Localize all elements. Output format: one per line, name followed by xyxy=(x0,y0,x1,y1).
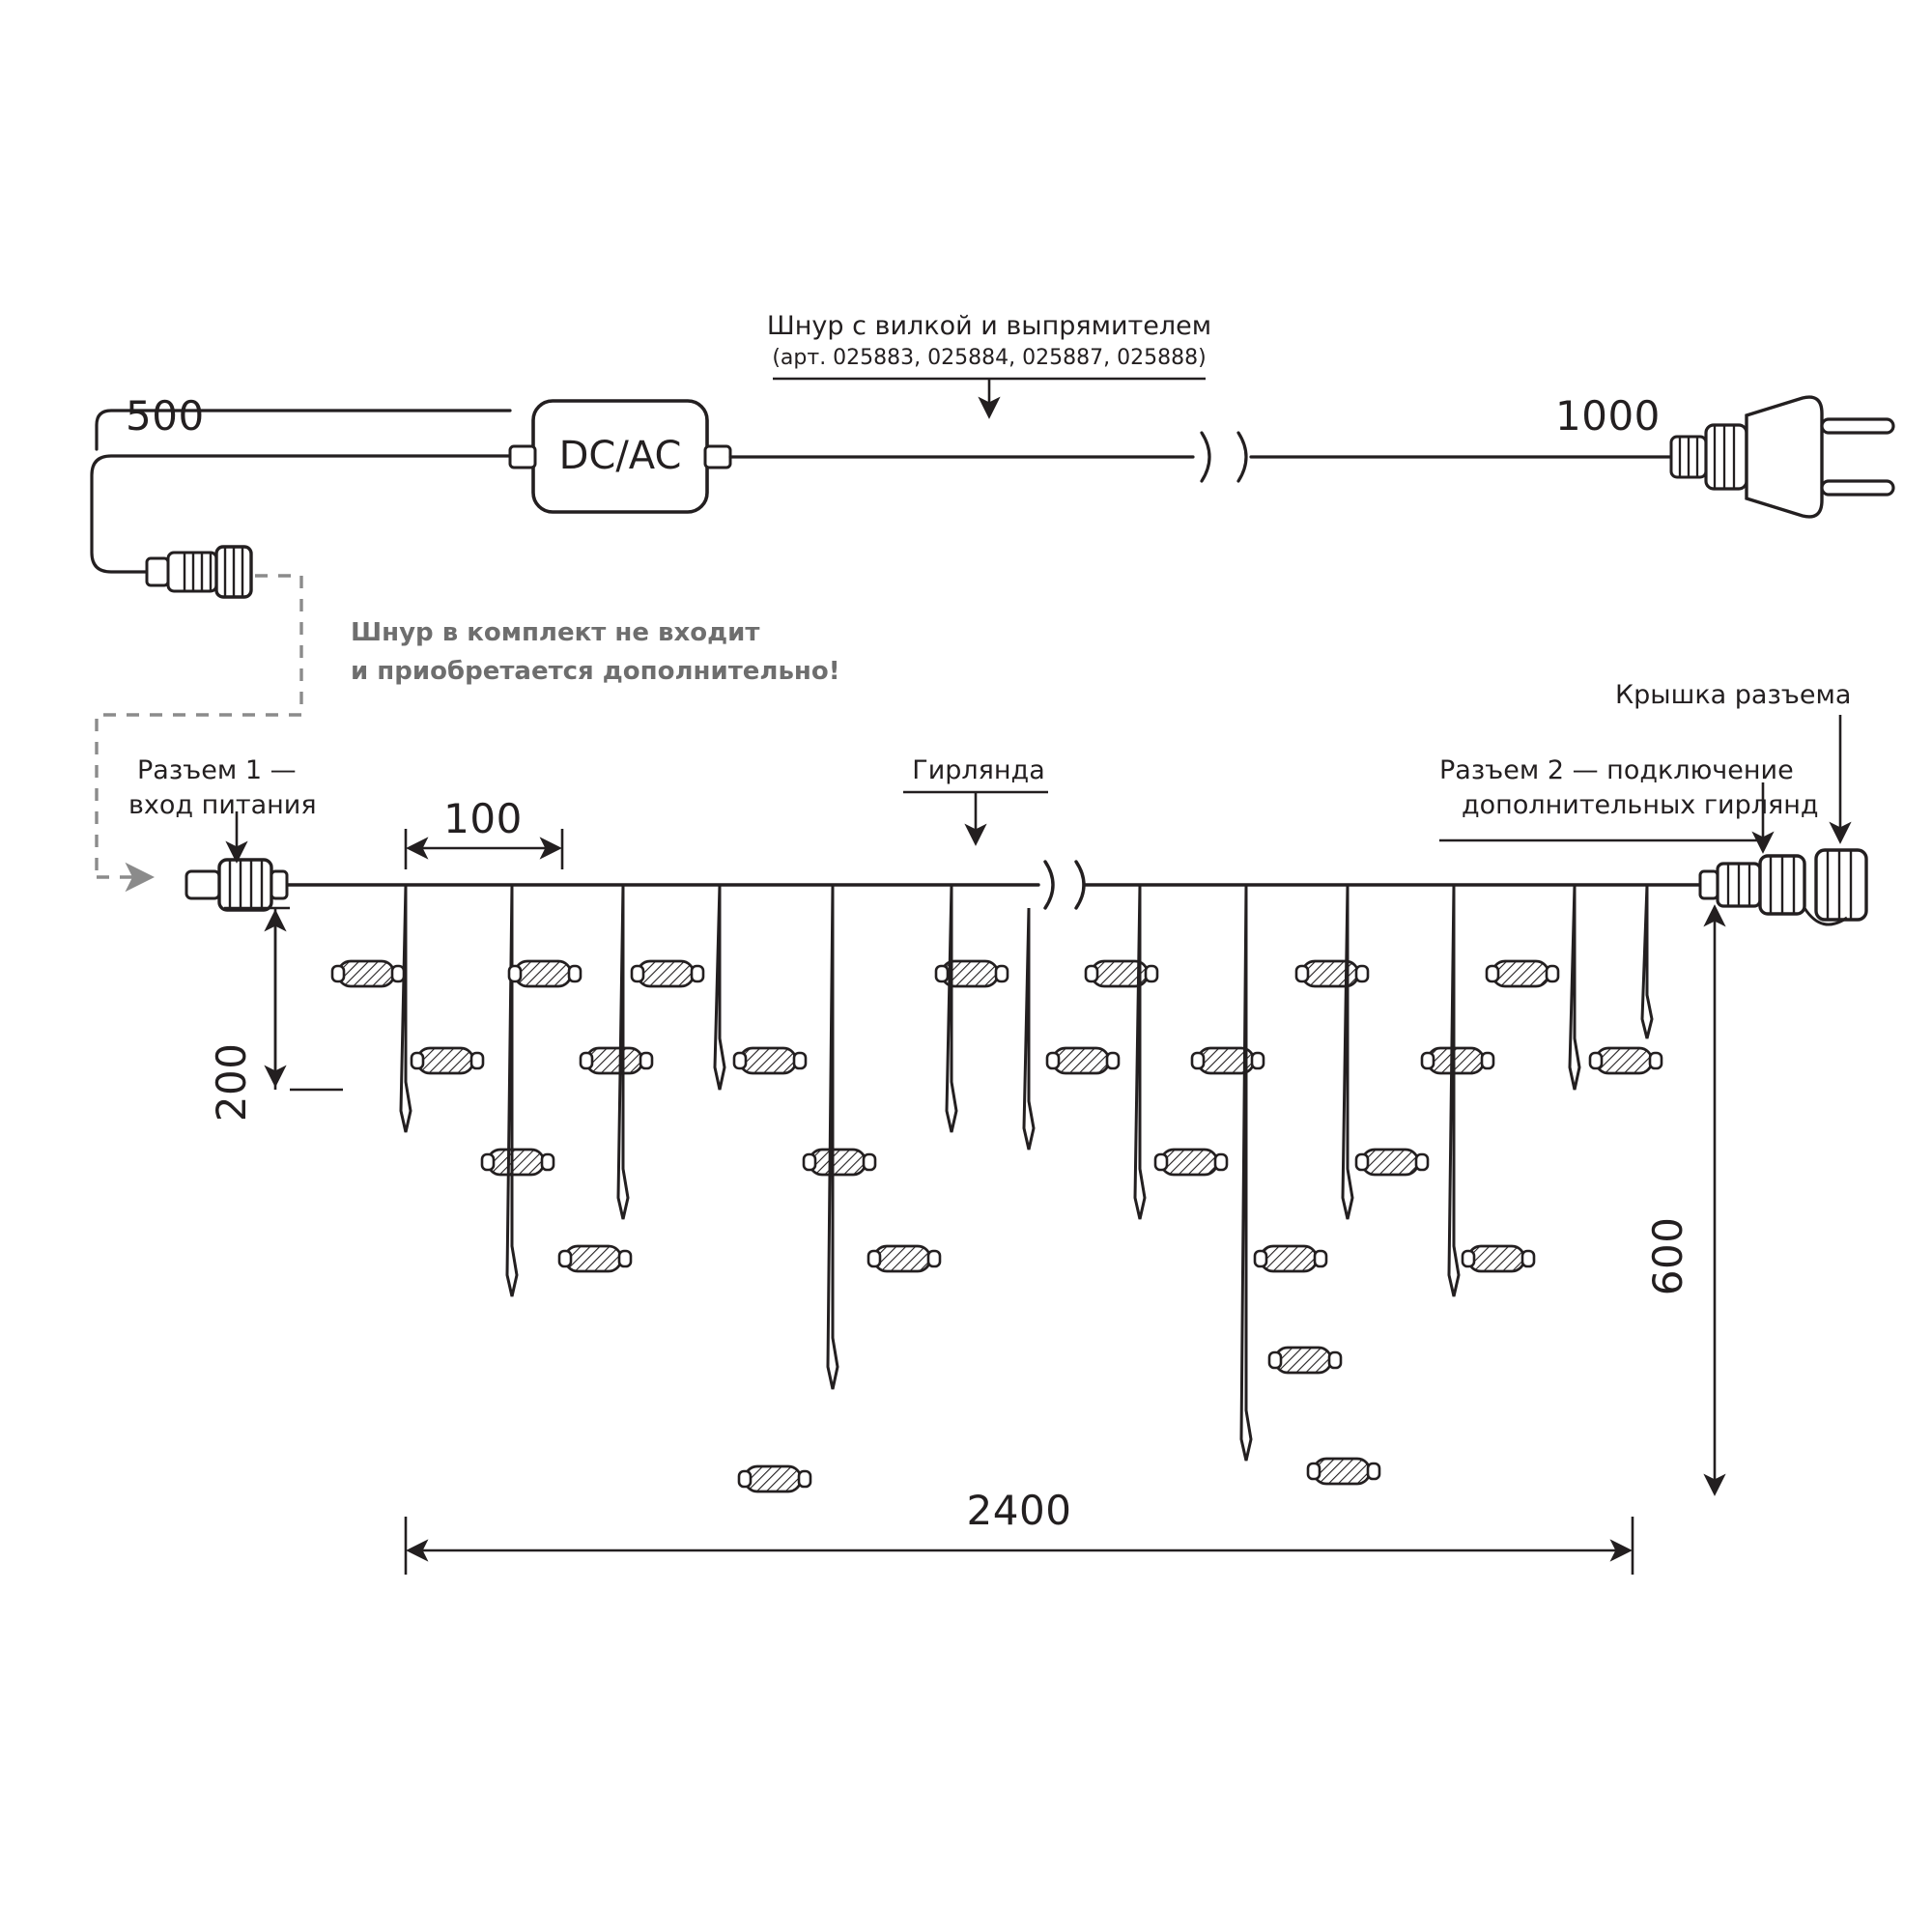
led-capsule xyxy=(936,961,1008,986)
led-capsule xyxy=(1192,1048,1264,1073)
led-capsule xyxy=(1255,1246,1326,1271)
led-capsule xyxy=(1590,1048,1662,1073)
strand xyxy=(1422,885,1534,1296)
break-mark-2 xyxy=(1238,433,1246,481)
led-capsule xyxy=(1356,1150,1428,1175)
connector-1-label-line1: Разъем 1 — xyxy=(137,755,297,785)
connector-2-label-line1: Разъем 2 — подключение xyxy=(1439,755,1794,785)
cap-label: Крышка разъема xyxy=(1615,680,1852,710)
connector-small-male xyxy=(147,547,251,597)
led-capsule xyxy=(632,961,703,986)
led-capsule xyxy=(1296,961,1368,986)
dim-100: 100 xyxy=(443,795,523,842)
connector-2-extension xyxy=(1700,856,1804,914)
strand xyxy=(1024,908,1119,1150)
connector-2-label-line2: дополнительных гирлянд xyxy=(1462,790,1819,820)
led-capsule xyxy=(739,1466,810,1492)
dcac-label: DC/AC xyxy=(558,434,682,478)
cord-caption-articles: (арт. 025883, 025884, 025887, 025888) xyxy=(772,346,1207,370)
strand xyxy=(412,885,631,1296)
icicle-strands xyxy=(332,885,1662,1492)
strand xyxy=(332,885,411,1132)
connector-1-label-line2: вход питания xyxy=(128,790,317,820)
dim-600: 600 xyxy=(1643,1216,1691,1296)
connector-cap xyxy=(1804,850,1866,924)
led-capsule xyxy=(804,1150,875,1175)
mains-plug xyxy=(1671,397,1893,517)
led-capsule xyxy=(482,1150,554,1175)
cord-caption-title: Шнур с вилкой и выпрямителем xyxy=(766,311,1212,341)
led-capsule xyxy=(1047,1048,1119,1073)
led-capsule xyxy=(559,1246,631,1271)
garland-label: Гирлянда xyxy=(912,755,1045,785)
strand xyxy=(936,885,1008,1132)
dim-2400: 2400 xyxy=(966,1487,1072,1534)
dim-200: 200 xyxy=(207,1042,255,1122)
led-capsule xyxy=(1155,1150,1227,1175)
strand xyxy=(1296,885,1428,1219)
not-included-line1: Шнур в комплект не входит xyxy=(351,618,760,647)
led-capsule xyxy=(332,961,404,986)
led-capsule xyxy=(1422,1048,1493,1073)
optional-cord-dashed-route xyxy=(97,576,301,877)
led-capsule xyxy=(1269,1348,1341,1373)
strand xyxy=(734,885,940,1492)
led-capsule xyxy=(509,961,581,986)
led-capsule xyxy=(1463,1246,1534,1271)
garland-main-wire xyxy=(285,862,1700,908)
dim-1000: 1000 xyxy=(1555,392,1661,440)
strand xyxy=(1487,885,1662,1090)
led-capsule xyxy=(1487,961,1558,986)
led-capsule xyxy=(868,1246,940,1271)
led-capsule xyxy=(734,1048,806,1073)
cord-left-path xyxy=(92,456,510,572)
led-capsule xyxy=(1086,961,1157,986)
dimension-lines xyxy=(224,715,1840,1575)
connector-1-power-input xyxy=(186,860,287,910)
strand xyxy=(1642,885,1652,1038)
led-capsule xyxy=(412,1048,483,1073)
cord-left-wire-lower xyxy=(97,449,155,555)
dim-500: 500 xyxy=(126,392,205,440)
not-included-line2: и приобретается дополнительно! xyxy=(351,657,840,686)
break-mark-1 xyxy=(1202,433,1209,481)
led-capsule xyxy=(581,1048,652,1073)
led-capsule xyxy=(1308,1459,1379,1484)
